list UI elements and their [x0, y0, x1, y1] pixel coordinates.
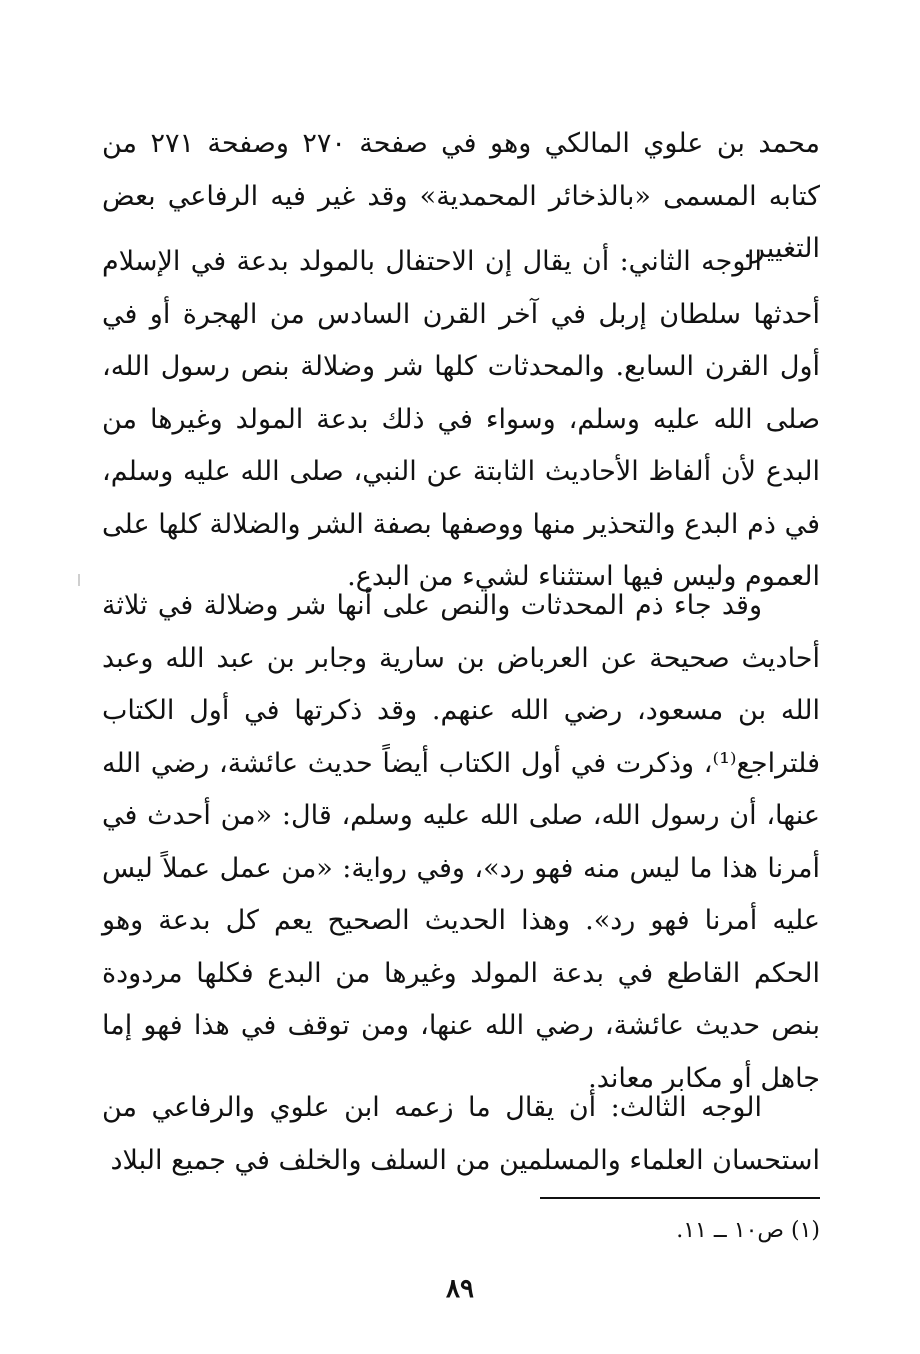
paragraph-text: الوجه الثاني: أن يقال إن الاحتفال بالمولد بدعة في الإسلام أحدثها سلطان إربل في آخر القرن السادس من الهجرة أو في أول القرن السابع. والمحدثات كلها شر وضلالة بنص رسول الله، صلى الله عليه وسلم، وسواء في ذلك بدعة المولد وغيرها من البدع لأن ألفاظ الأحاديث الثابتة عن النبي، صلى الله عليه وسلم، في ذم البدع والتحذير منها ووصفها بصفة الشر والضلالة كلها على العموم وليس فيها استثناء لشيء من البدع. — [102, 246, 820, 592]
paragraph-text: الوجه الثالث: أن يقال ما زعمه ابن علوي والرفاعي من استحسان العلماء والمسلمين من السلف والخلف في جميع البلاد — [102, 1092, 820, 1176]
paragraph-text: وقد جاء ذم المحدثات والنص على أنها شر وضلالة في ثلاثة أحاديث صحيحة عن العرباض بن سارية وجابر بن عبد الله وعبد الله بن مسعود، رضي الله عنهم. وقد ذكرتها في أول الكتاب فلتراجع⁽¹⁾، وذكرت في أول الكتاب أيضاً حديث عائشة، رضي الله عنها، أن رسول الله، صلى الله عليه وسلم، قال: «من أحدث في أمرنا هذا ما ليس منه فهو رد»، وفي رواية: «من عمل عملاً ليس عليه أمرنا فهو رد». وهذا الحديث الصحيح يعم كل بدعة وهو الحكم القاطع في بدعة المولد وغيرها من البدع فكلها مردودة بنص حديث عائشة، رضي الله عنها، ومن توقف في هذا فهو إما جاهل أو مكابر معاند. — [102, 590, 820, 1094]
paragraph-text: محمد بن علوي المالكي وهو في صفحة ٢٧٠ وصفحة ٢٧١ من كتابه المسمى «بالذخائر المحمدية» وقد غير فيه الرفاعي بعض التغيير. — [102, 128, 820, 264]
paragraph-second-aspect — [102, 236, 820, 604]
margin-mark — [78, 574, 80, 586]
paragraph-third-aspect — [102, 1082, 820, 1187]
footnote-divider — [540, 1197, 820, 1199]
footnote: (١) ص١٠ ــ ١١. — [676, 1218, 820, 1243]
page-number: ٨٩ — [446, 1274, 474, 1304]
paragraph-hadith — [102, 580, 820, 1105]
